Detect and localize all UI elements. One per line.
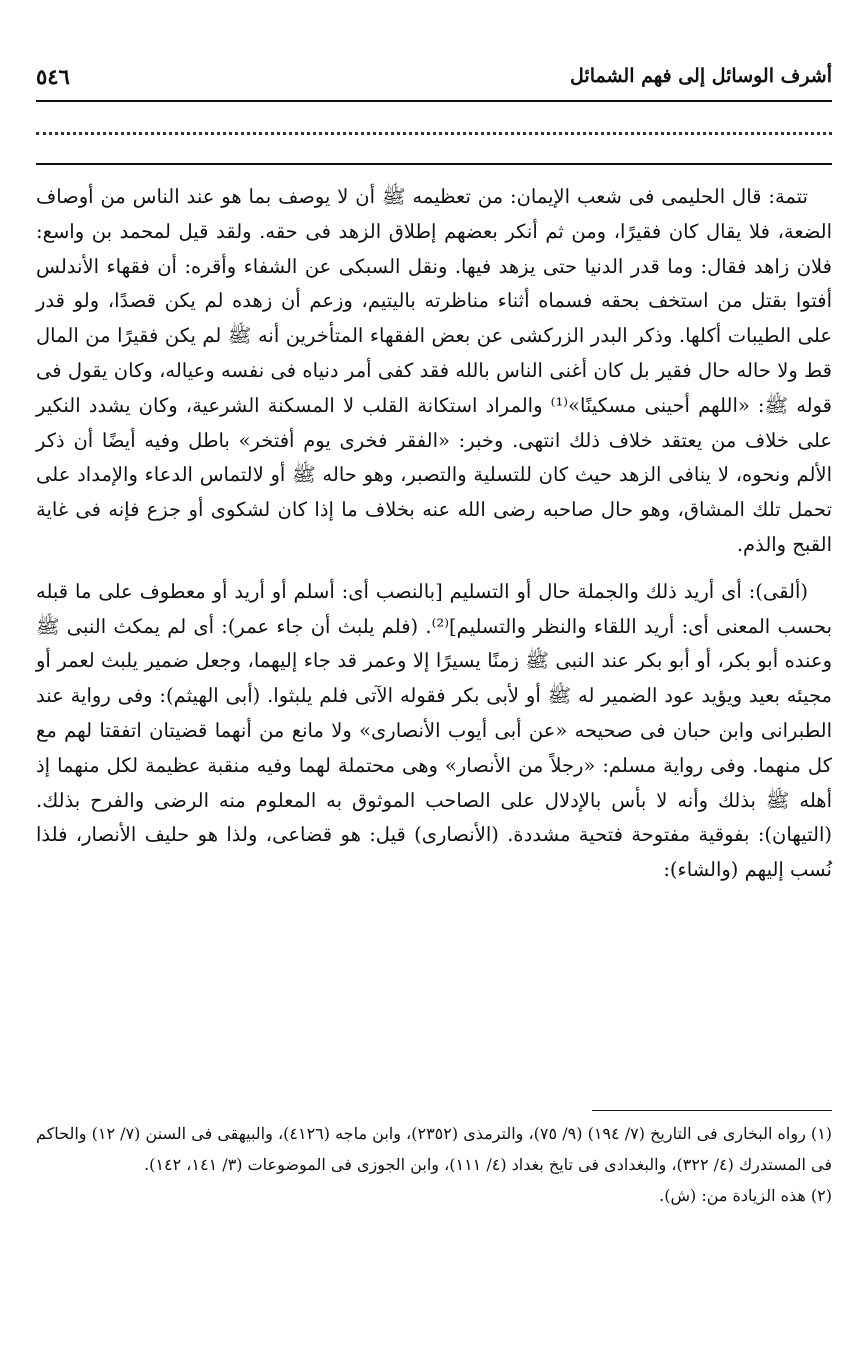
text-top-rule xyxy=(36,163,832,165)
footnote-2: (٢) هذه الزيادة من: (ش). xyxy=(659,1186,832,1205)
footnote-1: (١) رواه البخارى فى التاريخ (٧/ ١٩٤) (٩/ ٧٥)، والترمذى (٢٣٥٢)، وابن ماجه (٤١٢٦)، والبيهقى فى السنن (٧/ ١٢) والحاكم فى المستدرك (٤/ ٣٢٢)، والبغدادى فى تايخ بغداد (٤/ ١١١)، وابن الجوزى فى الموضوعات (٣/ ١٤١، ١٤٢). xyxy=(36,1124,833,1174)
dotted-separator xyxy=(36,132,832,149)
running-title: أشرف الوسائل إلى فهم الشمائل xyxy=(570,65,832,87)
footnotes xyxy=(36,1118,832,1211)
header-rule xyxy=(36,100,832,102)
main-text xyxy=(36,180,832,900)
paragraph-commentary: (ألقى): أى أريد ذلك والجملة حال أو التسليم [بالنصب أى: أسلم أو أريد أو معطوف على ما قبله بحسب المعنى أى: أريد اللقاء والنظر والتسليم]⁽²⁾. (فلم يلبث أن جاء عمر): أى لم يمكث النبى ﷺ وعنده أبو بكر، أو أبو بكر عند النبى ﷺ زمنًا يسيرًا إلا وعمر قد جاء إليهما، وجعل ضمير يلبث لعمر أو مجيئه بعيد ويؤيد عود الضمير له ﷺ أو لأبى بكر فقوله الآتى فلم يلبثوا. (أبى الهيثم): وفى رواية عند الطبرانى وابن حبان فى صحيحه «عن أبى أيوب الأنصارى» ولا مانع من أنهما قضيتان اتفقتا لهم مع كل منهما. وفى رواية مسلم: «رجلاً من الأنصار» وهى محتملة لهما وفيه منقبة عظيمة لكل منهما إذ أهله ﷺ بذلك وأنه لا بأس بالإدلال على الصاحب الموثوق به المعلوم منه الرضى والفرح بذلك. (التيهان): بفوقية مفتوحة فتحية مشددة. (الأنصارى) قيل: هو قضاعى، ولذا هو حليف الأنصار، فلذا نُسب إليهم (والشاء): xyxy=(36,579,833,882)
page-number: ٥٤٦ xyxy=(36,63,70,89)
footnote-rule xyxy=(592,1110,832,1111)
paragraph-tatimma: تتمة: قال الحليمى فى شعب الإيمان: من تعظيمه ﷺ أن لا يوصف بما هو عند الناس من أوصاف الضعة، فلا يقال كان فقيرًا، ومن ثم أنكر بعضهم إطلاق الزهد فى حقه. ولقد قيل لمحمد بن واسع: فلان زاهد فقال: وما قدر الدنيا حتى يزهد فيها. ونقل السبكى عن الشفاء وأقره: أن فقهاء الأندلس أفتوا بقتل من استخف بحقه فسماه أثناء مناظرته باليتيم، وزعم أن زهده لم يكن قصدًا، ولو قدر على الطيبات أكلها. وذكر البدر الزركشى عن بعض الفقهاء المتأخرين أنه ﷺ لم يكن فقيرًا من المال قط ولا حاله حال فقير بل كان أغنى الناس بالله فقد كفى أمر دنياه فى نفسه وعياله، وكان يقول فى قوله ﷺ: «اللهم أحينى مسكينًا»⁽¹⁾ والمراد استكانة القلب لا المسكنة الشرعية، وكان يشدد النكير على خلاف من يعتقد خلاف ذلك انتهى. وخبر: «الفقر فخرى يوم أفتخر» باطل وفيه أيضًا أن ذكر الألم ونحوه، لا ينافى الزهد حيث كان للتسلية والتصبر، وهو حاله ﷺ أو لالتماس الدعاء والإمداد على تحمل تلك المشاق، وهو حال صاحبه رضى الله عنه بخلاف ما إذا كان لشكوى أو جزع فإنه فى غاية القبح والذم. xyxy=(36,185,832,556)
page-header xyxy=(36,58,832,94)
